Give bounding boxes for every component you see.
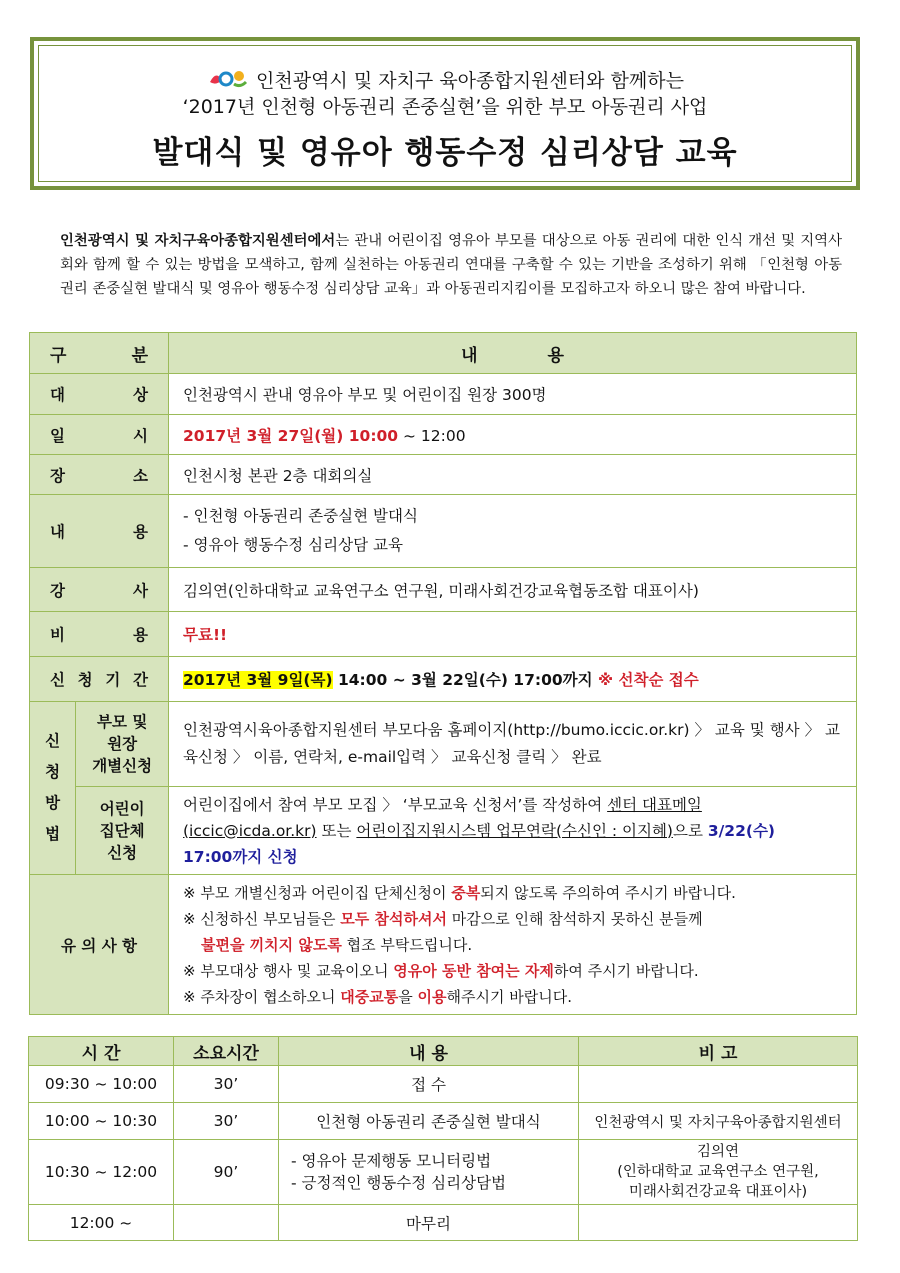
content-value: - 인천형 아동권리 존중실현 발대식 - 영유아 행동수정 심리상담 교육 [169, 495, 857, 568]
header-line2: ‘2017년 인천형 아동권리 존중실현’을 위한 부모 아동권리 사업 [182, 96, 708, 118]
method-group-text: 어린이집에서 참여 부모 모집 〉 ‘부모교육 신청서’를 작성하여 센터 대표메일 (iccic@icda.or.kr) 또는 어린이집지원시스템 업무연락(수신인 : 이지혜)으로 3/22(수) 17:00까지 신청 [169, 787, 857, 875]
header-line1-text: 인천광역시 및 자치구 육아종합지원센터와 함께하는 [256, 70, 684, 92]
target-value: 인천광역시 관내 영유아 부모 및 어린이집 원장 300명 [169, 374, 857, 415]
header-inner [38, 45, 852, 182]
schedule-table [28, 1036, 858, 1241]
row-method-individual [30, 702, 857, 787]
intro-body: 는 관내 어린이집 영유아 부모를 대상으로 아동 권리에 대한 인식 개선 및 지역사회와 함께 할 수 있는 방법을 모색하고, 함께 실천하는 아동권리 연대를 구축할 수 있는 기반을 조성하기 위해 「인천형 아동권리 존중실현 발대식 및 영유아 행동수정 심리상담 교육」과 아동권리지킴이를 모집하고자 하오니 많은 참여 바랍니다. [60, 233, 842, 297]
row-period: 신 청 기 간 2017년 3월 9일(목) 14:00 ~ 3월 22일(수) 17:00까지 ※ 선착순 접수 [30, 657, 857, 702]
row-target: 대 상 인천광역시 관내 영유아 부모 및 어린이집 원장 300명 [30, 374, 857, 415]
header-category: 구 분 [30, 333, 169, 374]
header-line1 [39, 68, 851, 93]
method-group-label: 어린이 집단체 신청 [76, 787, 169, 875]
page-title: 발대식 및 영유아 행동수정 심리상담 교육 [152, 135, 738, 171]
logo-icon [206, 68, 248, 90]
datetime-value: 2017년 3월 27일(월) 10:00 ~ 12:00 [169, 415, 857, 455]
info-table [29, 332, 857, 1015]
row-content: 내 용 - 인천형 아동권리 존중실현 발대식 - 영유아 행동수정 심리상담 교육 [30, 495, 857, 568]
table-row: 10:30 ~ 12:00 90’ - 영유아 문제행동 모니터링법 - 긍정적인 행동수정 심리상담법 김의연 (인하대학교 교육연구소 연구원, 미래사회건강교육 대표이사) [29, 1140, 858, 1205]
notes-label: 유 의 사 항 [30, 875, 169, 1015]
row-place: 장 소 인천시청 본관 2층 대회의실 [30, 455, 857, 495]
row-lecturer: 강 사 김의연(인하대학교 교육연구소 연구원, 미래사회건강교육협동조합 대표이사) [30, 568, 857, 612]
cost-value: 무료!! [169, 612, 857, 657]
table-row: 12:00 ~ 마무리 [29, 1205, 858, 1241]
period-value: 2017년 3월 9일(목) 14:00 ~ 3월 22일(수) 17:00까지 ※ 선착순 접수 [169, 657, 857, 702]
place-value: 인천시청 본관 2층 대회의실 [169, 455, 857, 495]
method-individual-label: 부모 및 원장 개별신청 [76, 702, 169, 787]
intro-paragraph [60, 229, 842, 301]
row-datetime: 일 시 2017년 3월 27일(월) 10:00 ~ 12:00 [30, 415, 857, 455]
table-header-row [30, 333, 857, 374]
row-cost: 비 용 무료!! [30, 612, 857, 657]
lecturer-value: 김의연(인하대학교 교육연구소 연구원, 미래사회건강교육협동조합 대표이사) [169, 568, 857, 612]
header-content: 내 용 [169, 333, 857, 374]
header-box [30, 37, 860, 190]
method-label: 신 청 방 법 [30, 702, 76, 875]
row-method-group [30, 787, 857, 875]
notes-value: ※ 부모 개별신청과 어린이집 단체신청이 중복되지 않도록 주의하여 주시기 바랍니다. ※ 신청하신 부모님들은 모두 참석하셔서 마감으로 인해 참석하지 못하신 분들께 불편을 끼치지 않도록 협조 부탁드립니다. ※ 부모대상 행사 및 교육이오니 영유아 동반 참여는 자제하여 주시기 바랍니다. ※ 주차장이 협소하오니 대중교통을 이용해주시기 바랍니다. [169, 875, 857, 1015]
method-individual-text: 인천광역시육아종합지원센터 부모다움 홈페이지(http://bumo.iccic.or.kr) 〉 교육 및 행사 〉 교육신청 〉 이름, 연락처, e-mail입력 〉 교육신청 클릭 〉 완료 [169, 702, 857, 787]
table-row: 09:30 ~ 10:00 30’ 접 수 [29, 1066, 858, 1103]
intro-org: 인천광역시 및 자치구육아종합지원센터에서 [60, 233, 336, 249]
row-notes [30, 875, 857, 1015]
schedule-header-row: 시 간 소요시간 내 용 비 고 [29, 1037, 858, 1066]
table-row: 10:00 ~ 10:30 30’ 인천형 아동권리 존중실현 발대식 인천광역시 및 자치구육아종합지원센터 [29, 1103, 858, 1140]
